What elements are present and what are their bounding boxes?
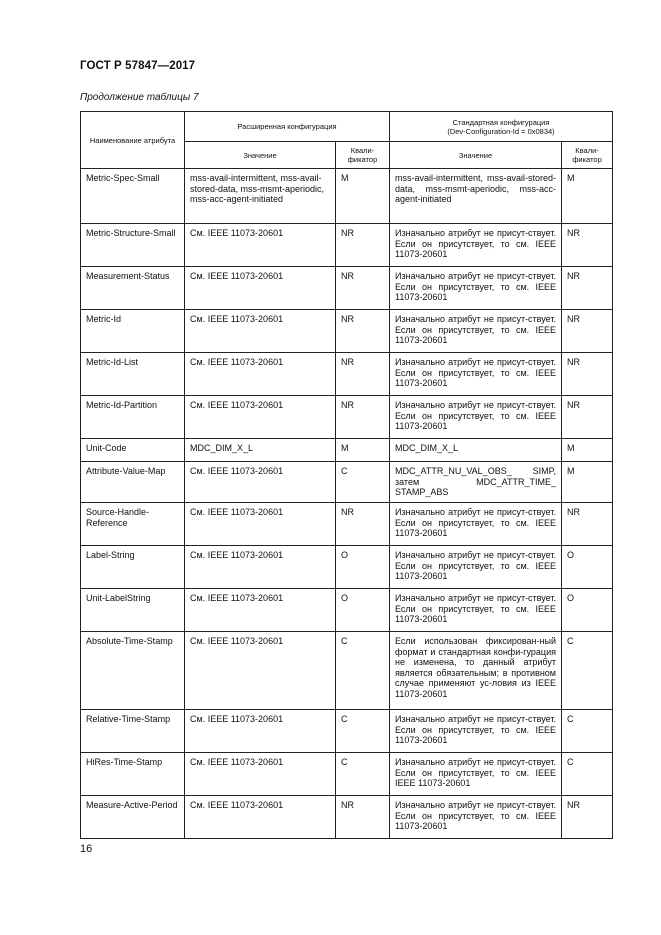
cell-ext-value: См. IEEE 11073-20601 <box>185 267 336 310</box>
cell-std-value: Если использован фиксирован-ный формат и стандартная конфи-гурация не изменена, то данный атрибут является обязательным; в противном случае применяют ус-ловия из IEEE 11073-20601 <box>390 632 562 710</box>
table-row <box>81 589 613 632</box>
header-std-qualifier-line2: фикатор <box>572 155 602 164</box>
cell-ext-qualifier: NR <box>336 796 390 839</box>
cell-ext-qualifier: O <box>336 589 390 632</box>
table-row <box>81 439 613 462</box>
header-extended-config: Расширенная конфигурация <box>185 112 390 142</box>
cell-std-qualifier: NR <box>562 353 613 396</box>
cell-ext-value: См. IEEE 11073-20601 <box>185 462 336 503</box>
cell-std-value: Изначально атрибут не присут-ствует. Если он присутствует, то см. IEEE 11073-20601 <box>390 503 562 546</box>
header-attribute-name: Наименование атрибута <box>81 112 185 169</box>
table-row <box>81 462 613 503</box>
cell-std-value: MDC_DIM_X_L <box>390 439 562 462</box>
cell-attribute-name: Metric-Structure-Small <box>81 224 185 267</box>
cell-attribute-name: Label-String <box>81 546 185 589</box>
cell-ext-value: См. IEEE 11073-20601 <box>185 353 336 396</box>
cell-ext-qualifier: NR <box>336 353 390 396</box>
cell-ext-qualifier: C <box>336 710 390 753</box>
table-row <box>81 796 613 839</box>
cell-attribute-name: Attribute-Value-Map <box>81 462 185 503</box>
cell-attribute-name: Measure-Active-Period <box>81 796 185 839</box>
cell-ext-value: См. IEEE 11073-20601 <box>185 503 336 546</box>
cell-std-value: Изначально атрибут не присут-ствует. Если он присутствует, то см. IEEE IEEE 11073-20601 <box>390 753 562 796</box>
cell-attribute-name: Source-Handle-Reference <box>81 503 185 546</box>
cell-attribute-name: Measurement-Status <box>81 267 185 310</box>
cell-attribute-name: Unit-LabelString <box>81 589 185 632</box>
header-ext-qualifier-line1: Квали- <box>350 146 375 155</box>
cell-std-value: Изначально атрибут не присут-ствует. Если он присутствует, то см. IEEE 11073-20601 <box>390 710 562 753</box>
cell-ext-qualifier: M <box>336 169 390 224</box>
table-row <box>81 310 613 353</box>
table-caption: Продолжение таблицы 7 <box>80 92 199 103</box>
cell-std-qualifier: M <box>562 169 613 224</box>
cell-std-value: Изначально атрибут не присут-ствует. Если он присутствует, то см. IEEE 11073-20601 <box>390 546 562 589</box>
cell-std-value: Изначально атрибут не присут-ствует. Если он присутствует, то см. IEEE 11073-20601 <box>390 310 562 353</box>
cell-ext-qualifier: O <box>336 546 390 589</box>
cell-ext-value: См. IEEE 11073-20601 <box>185 796 336 839</box>
table-row <box>81 224 613 267</box>
cell-attribute-name: Metric-Id <box>81 310 185 353</box>
cell-ext-value: MDC_DIM_X_L <box>185 439 336 462</box>
cell-std-value: MDC_ATTR_NU_VAL_OBS_ SIMP, затем MDC_ATTR_TIME_ STAMP_ABS <box>390 462 562 503</box>
header-ext-qualifier <box>336 142 390 169</box>
cell-ext-qualifier: M <box>336 439 390 462</box>
document-id: ГОСТ Р 57847—2017 <box>80 60 196 72</box>
table-row <box>81 267 613 310</box>
cell-std-value: Изначально атрибут не присут-ствует. Если он присутствует, то см. IEEE 11073-20601 <box>390 267 562 310</box>
table-row <box>81 753 613 796</box>
table-row <box>81 503 613 546</box>
cell-std-value: mss-avail-intermittent, mss-avail-stored-data, mss-msmt-aperiodic, mss-acc-agent-initiated <box>390 169 562 224</box>
table-row <box>81 632 613 710</box>
cell-ext-qualifier: C <box>336 632 390 710</box>
table-row <box>81 710 613 753</box>
header-standard-config-line1: Стандартная конфигурация <box>452 117 550 127</box>
cell-std-qualifier: O <box>562 589 613 632</box>
cell-std-qualifier: NR <box>562 224 613 267</box>
cell-std-qualifier: NR <box>562 267 613 310</box>
cell-attribute-name: Metric-Id-List <box>81 353 185 396</box>
table-row <box>81 546 613 589</box>
cell-std-value: Изначально атрибут не присут-ствует. Если он присутствует, то см. IEEE 11073-20601 <box>390 796 562 839</box>
cell-std-qualifier: O <box>562 546 613 589</box>
cell-ext-value: См. IEEE 11073-20601 <box>185 546 336 589</box>
header-standard-config <box>390 112 613 142</box>
table-body <box>81 169 613 839</box>
cell-ext-qualifier: NR <box>336 224 390 267</box>
header-std-value: Значение <box>390 142 562 169</box>
cell-std-qualifier: NR <box>562 310 613 353</box>
cell-ext-qualifier: NR <box>336 267 390 310</box>
cell-attribute-name: Unit-Code <box>81 439 185 462</box>
cell-attribute-name: Relative-Time-Stamp <box>81 710 185 753</box>
cell-std-qualifier: M <box>562 439 613 462</box>
cell-ext-qualifier: NR <box>336 396 390 439</box>
cell-ext-qualifier: C <box>336 462 390 503</box>
cell-ext-value: См. IEEE 11073-20601 <box>185 224 336 267</box>
cell-ext-value: См. IEEE 11073-20601 <box>185 710 336 753</box>
cell-attribute-name: Absolute-Time-Stamp <box>81 632 185 710</box>
cell-ext-value: См. IEEE 11073-20601 <box>185 589 336 632</box>
table-row <box>81 353 613 396</box>
table-row <box>81 169 613 224</box>
header-std-qualifier <box>562 142 613 169</box>
cell-attribute-name: Metric-Spec-Small <box>81 169 185 224</box>
cell-ext-value: См. IEEE 11073-20601 <box>185 632 336 710</box>
cell-ext-value: См. IEEE 11073-20601 <box>185 753 336 796</box>
cell-std-qualifier: NR <box>562 396 613 439</box>
cell-std-value: Изначально атрибут не присут-ствует. Если он присутствует, то см. IEEE 11073-20601 <box>390 589 562 632</box>
header-std-qualifier-line1: Квали- <box>575 146 599 155</box>
header-ext-value: Значение <box>185 142 336 169</box>
cell-std-value: Изначально атрибут не присут-ствует. Если он присутствует, то см. IEEE 11073-20601 <box>390 396 562 439</box>
cell-ext-value: См. IEEE 11073-20601 <box>185 310 336 353</box>
cell-std-qualifier: C <box>562 753 613 796</box>
cell-std-qualifier: M <box>562 462 613 503</box>
page-number: 16 <box>80 843 93 855</box>
header-ext-qualifier-line2: фикатор <box>347 155 378 164</box>
cell-std-value: Изначально атрибут не присут-ствует. Если он присутствует, то см. IEEE 11073-20601 <box>390 353 562 396</box>
attributes-table <box>80 111 613 839</box>
cell-ext-qualifier: C <box>336 753 390 796</box>
cell-std-qualifier: NR <box>562 796 613 839</box>
cell-attribute-name: Metric-Id-Partition <box>81 396 185 439</box>
cell-std-qualifier: C <box>562 632 613 710</box>
cell-ext-value: См. IEEE 11073-20601 <box>185 396 336 439</box>
cell-std-value: Изначально атрибут не присут-ствует. Если он присутствует, то см. IEEE 11073-20601 <box>390 224 562 267</box>
cell-std-qualifier: C <box>562 710 613 753</box>
header-standard-config-line2: (Dev-Configuration-Id = 0x0834) <box>447 126 555 136</box>
cell-std-qualifier: NR <box>562 503 613 546</box>
table-row <box>81 396 613 439</box>
cell-ext-qualifier: NR <box>336 310 390 353</box>
cell-ext-value: mss-avail-intermittent, mss-avail-stored-data, mss-msmt-aperiodic, mss-acc-agent-initiated <box>185 169 336 224</box>
cell-ext-qualifier: NR <box>336 503 390 546</box>
cell-attribute-name: HiRes-Time-Stamp <box>81 753 185 796</box>
